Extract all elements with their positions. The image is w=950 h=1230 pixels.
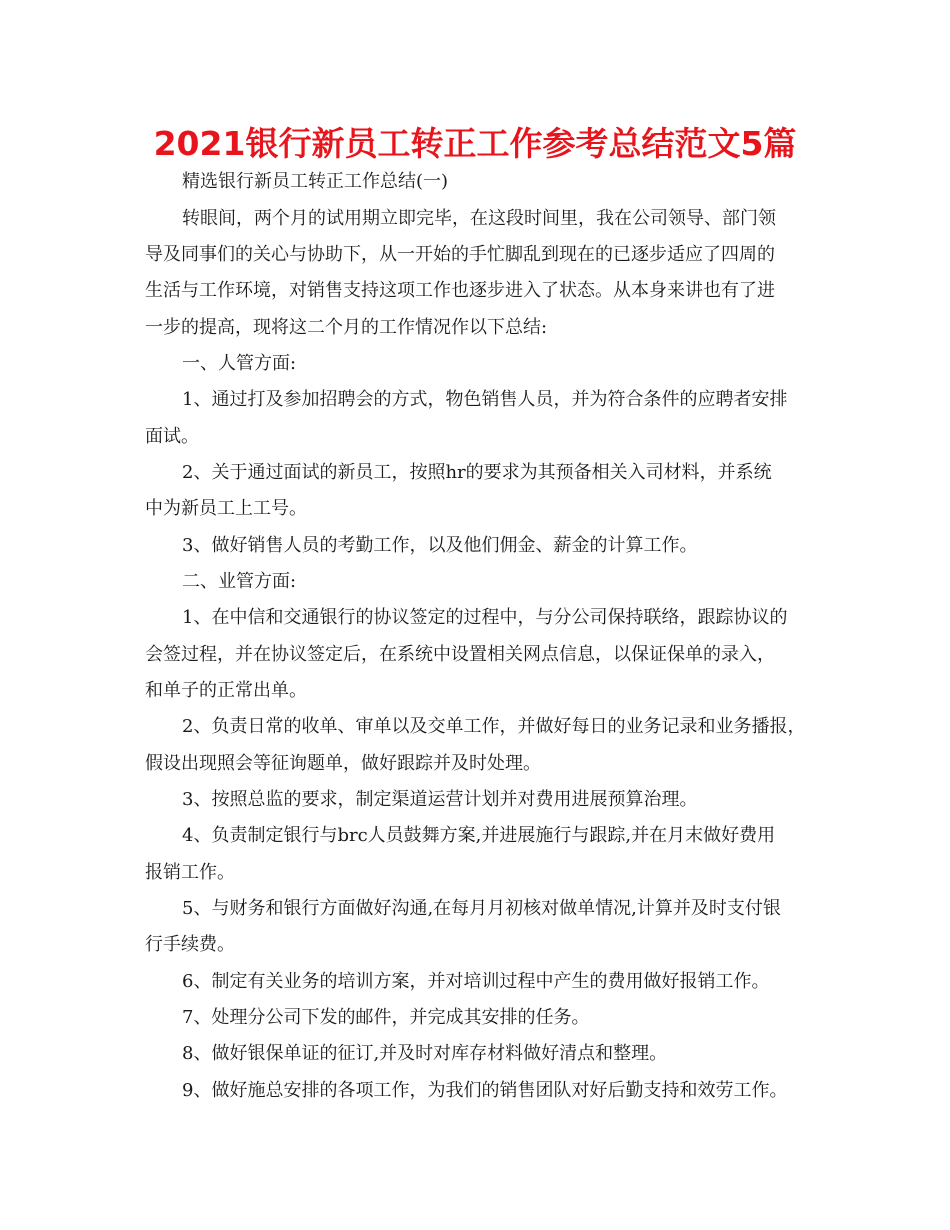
paragraph-line: 2、负责日常的收单、审单以及交单工作，并做好每日的业务记录和业务播报， (182, 716, 806, 737)
paragraph-line: 报销工作。 (145, 862, 235, 883)
paragraph-line: 4、负责制定银行与brc人员鼓舞方案,并进展施行与跟踪,并在月末做好费用 (182, 825, 776, 846)
paragraph-line: 3、按照总监的要求，制定渠道运营计划并对费用进展预算治理。 (182, 789, 698, 810)
paragraph-line: 3、做好销售人员的考勤工作，以及他们佣金、薪金的计算工作。 (182, 535, 698, 556)
paragraph-line: 行手续费。 (145, 934, 235, 955)
paragraph-line: 5、与财务和银行方面做好沟通,在每月月初核对做单情况,计算并及时支付银 (182, 898, 781, 919)
paragraph-line: 7、处理分公司下发的邮件，并完成其安排的任务。 (182, 1007, 590, 1028)
document-title: 2021银行新员工转正工作参考总结范文5篇 (153, 124, 797, 163)
section-heading: 精选银行新员工转正工作总结(一) (182, 171, 449, 192)
paragraph-line: 和单子的正常出单。 (145, 680, 307, 701)
paragraph-line: 9、做好施总安排的各项工作，为我们的销售团队对好后勤支持和效劳工作。 (182, 1080, 788, 1101)
paragraph-line: 2、关于通过面试的新员工，按照hr的要求为其预备相关入司材料，并系统 (182, 462, 772, 483)
paragraph-line: 会签过程，并在协议签定后，在系统中设置相关网点信息，以保证保单的录入， (145, 644, 775, 665)
subsection-heading: 一、人管方面: (182, 353, 297, 374)
paragraph-line: 6、制定有关业务的培训方案，并对培训过程中产生的费用做好报销工作。 (182, 971, 770, 992)
paragraph-line: 生活与工作环境，对销售支持这项工作也逐步进入了状态。从本身来讲也有了进 (145, 280, 775, 301)
paragraph-line: 一步的提高，现将这二个月的工作情况作以下总结: (145, 317, 548, 338)
paragraph-line: 转眼间，两个月的试用期立即完毕，在这段时间里，我在公司领导、部门领 (182, 208, 776, 229)
paragraph-line: 8、做好银保单证的征订,并及时对库存材料做好清点和整理。 (182, 1043, 668, 1064)
paragraph-line: 1、通过打及参加招聘会的方式，物色销售人员，并为符合条件的应聘者安排 (182, 389, 788, 410)
paragraph-line: 假设出现照会等征询题单，做好跟踪并及时处理。 (145, 753, 541, 774)
paragraph-line: 中为新员工上工号。 (145, 498, 307, 519)
paragraph-line: 面试。 (145, 426, 199, 447)
paragraph-line: 导及同事们的关心与协助下，从一开始的手忙脚乱到现在的已逐步适应了四周的 (145, 244, 775, 265)
subsection-heading: 二、业管方面: (182, 571, 297, 592)
paragraph-line: 1、在中信和交通银行的协议签定的过程中，与分公司保持联络，跟踪协议的 (182, 607, 788, 628)
